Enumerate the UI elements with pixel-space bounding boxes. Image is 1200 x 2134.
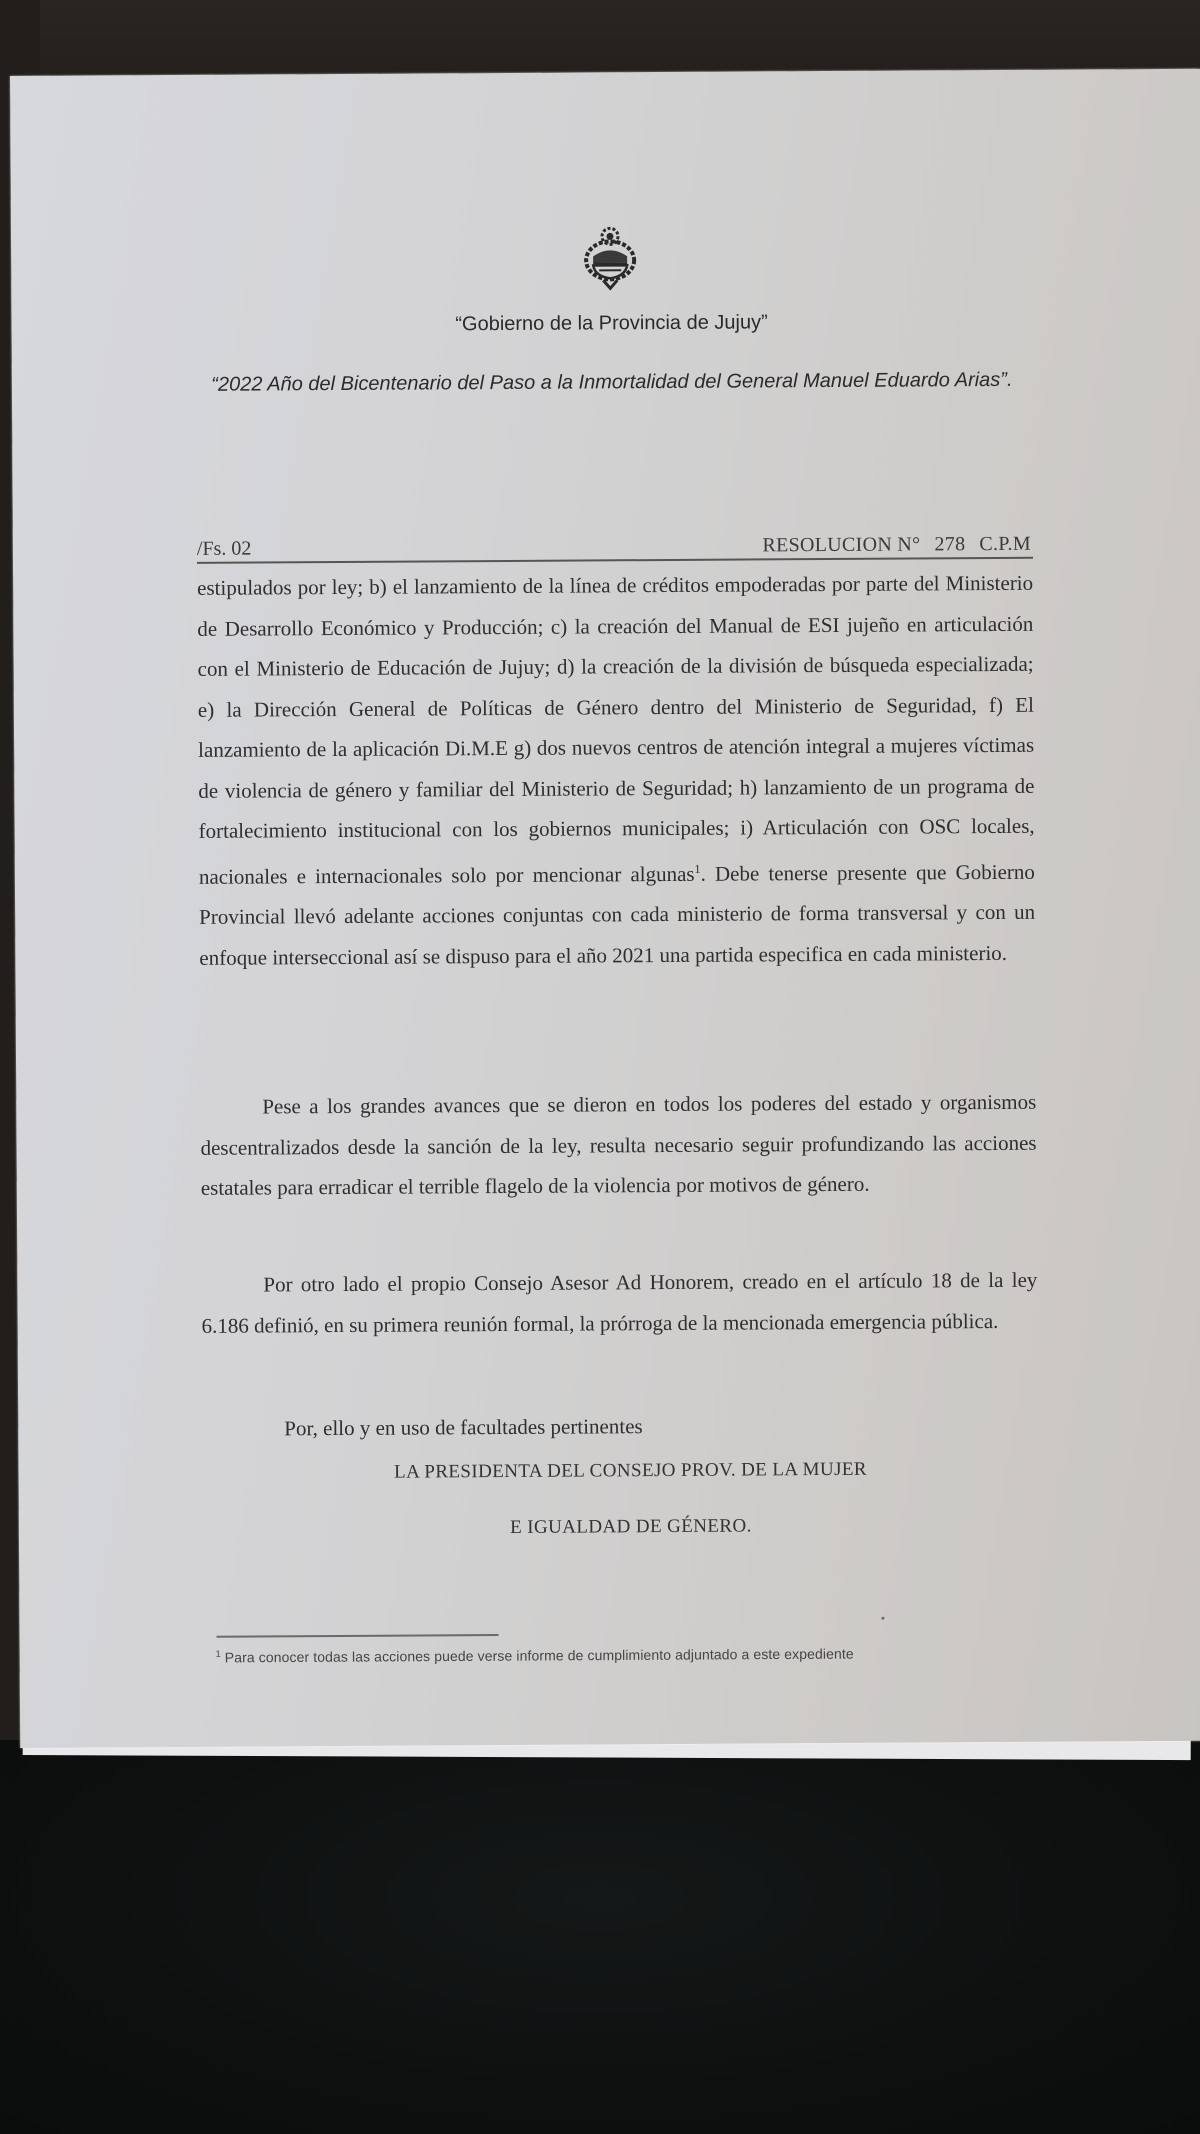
footnote-text: Para conocer todas las acciones puede verse informe de cumplimiento adjuntado a este expediente bbox=[224, 1645, 854, 1666]
paragraph-advisory-council: Por otro lado el propio Consejo Asesor Ad Honorem, creado en el artículo 18 de la ley 6.186 definió, en su primera reunión formal, la prórroga de la mencionada emergencia pública. bbox=[201, 1267, 1038, 1338]
header-year-motto: “2022 Año del Bicentenario del Paso a la Inmortalidad del General Manuel Eduardo Arias”. bbox=[211, 368, 1013, 396]
paragraph-text: estipulados por ley; b) el lanzamiento de la línea de créditos empoderadas por parte del Ministerio de Desarrollo Económico y Producción; c) la creación del Manual de ESI jujeño en articulación con el Ministerio de Educación de Jujuy; d) la creación de la división de búsqueda especializada; e) la Dirección General de Políticas de Género dentro del Ministerio de Seguridad, f) El lanzamiento de la aplicación Di.M.E g) dos nuevos centros de atención integral a mujeres víctimas de violencia de género y familiar del Ministerio de Seguridad; h) lanzamiento de un programa de fortalecimiento institucional con los gobiernos municipales; i) Articulación con OSC locales, nacionales e internacionales solo por mencionar algunas bbox=[197, 570, 1035, 889]
resolution-reference bbox=[762, 533, 1031, 558]
signatory-line-1: LA PRESIDENTA DEL CONSEJO PROV. DE LA MUJER bbox=[394, 1458, 867, 1483]
document-page bbox=[10, 69, 1200, 1748]
background-table-bottom bbox=[0, 1740, 1200, 2134]
paragraph-powers: Por, ello y en uso de facultades pertinentes bbox=[284, 1414, 643, 1441]
coat-of-arms-icon bbox=[579, 222, 641, 292]
paragraph-text-continued: . Debe tenerse presente que Gobierno Provincial llevó adelante acciones conjuntas con cada ministerio de forma transversal y con un enfoque interseccional así se dispuso para el año 2021 una partida especifica en cada ministerio. bbox=[199, 859, 1036, 970]
footnote-reference: 1 bbox=[694, 861, 701, 876]
footnote-marker: 1 bbox=[215, 1648, 221, 1659]
paragraph-actions-list bbox=[197, 563, 1035, 978]
paragraph-advances: Pese a los grandes avances que se dieron en todos los poderes del estado y organismos descentralizados desde la sanción de la ley, resulta necesario seguir profundizando las acciones estatales para erradicar el terrible flagelo de la violencia por motivos de género. bbox=[200, 1089, 1037, 1200]
folio-number: /Fs. 02 bbox=[196, 537, 252, 560]
signatory-line-2: E IGUALDAD DE GÉNERO. bbox=[509, 1515, 752, 1538]
resolution-number: 278 bbox=[934, 533, 966, 556]
footnote bbox=[216, 1645, 854, 1666]
header-government: “Gobierno de la Provincia de Jujuy” bbox=[455, 311, 768, 336]
paper-speck bbox=[881, 1617, 884, 1620]
reference-line bbox=[197, 529, 1033, 564]
footnote-divider bbox=[217, 1634, 499, 1638]
resolution-office: C.P.M bbox=[979, 532, 1031, 556]
resolution-label: RESOLUCION N° bbox=[762, 533, 921, 557]
